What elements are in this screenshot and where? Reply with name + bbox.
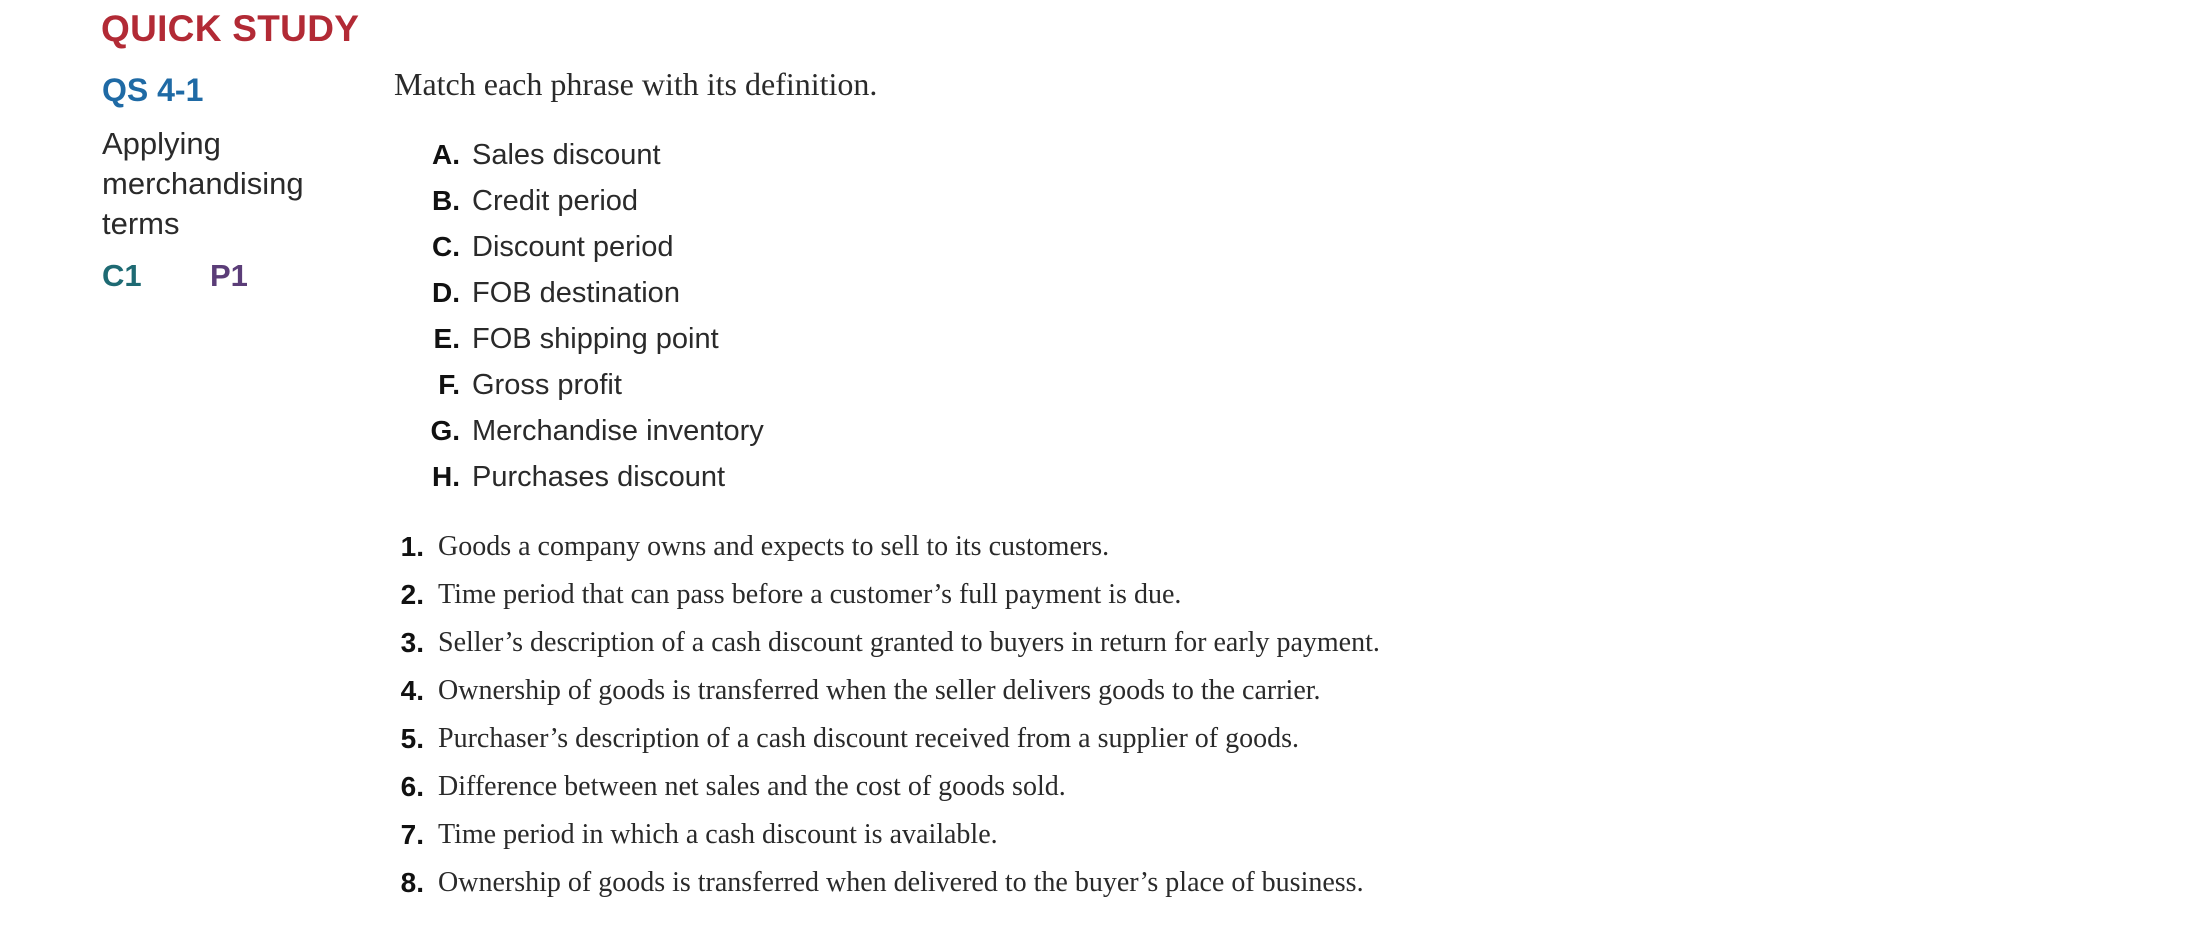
phrase-item	[420, 362, 764, 408]
definition-text: Time period in which a cash discount is available.	[438, 819, 998, 850]
phrase-text: Discount period	[472, 230, 674, 263]
definition-item	[390, 619, 1380, 667]
definition-number: 7.	[400, 819, 424, 850]
phrase-item	[420, 316, 764, 362]
definition-number: 3.	[400, 627, 424, 658]
phrase-item	[420, 408, 764, 454]
definition-item	[390, 523, 1380, 571]
phrase-letter: E.	[433, 323, 460, 354]
definition-number: 1.	[400, 531, 424, 562]
definition-text: Ownership of goods is transferred when delivered to the buyer’s place of business.	[438, 867, 1364, 898]
learning-objectives	[102, 256, 362, 296]
exercise-id: QS 4-1	[102, 72, 204, 108]
phrase-letter: F.	[438, 369, 460, 400]
definition-text: Purchaser’s description of a cash discount received from a supplier of goods.	[438, 723, 1300, 754]
phrase-item	[420, 132, 764, 178]
definition-item	[390, 667, 1380, 715]
definition-list	[390, 523, 1380, 907]
phrase-list	[420, 132, 764, 500]
section-heading: QUICK STUDY	[101, 8, 360, 49]
exercise-topic: Applying merchandising terms	[102, 126, 304, 241]
definition-number: 4.	[400, 675, 424, 706]
phrase-letter: B.	[432, 185, 460, 216]
objective-c1: C1	[102, 258, 142, 293]
definition-item	[390, 763, 1380, 811]
phrase-item	[420, 178, 764, 224]
definition-text: Difference between net sales and the cost of goods sold.	[438, 771, 1066, 802]
phrase-text: FOB destination	[472, 276, 680, 309]
phrase-letter: A.	[432, 139, 460, 170]
phrase-item	[420, 270, 764, 316]
phrase-text: FOB shipping point	[472, 322, 719, 355]
definition-text: Seller’s description of a cash discount granted to buyers in return for early payment.	[438, 627, 1380, 658]
definition-text: Ownership of goods is transferred when the seller delivers goods to the carrier.	[438, 675, 1321, 706]
phrase-item	[420, 454, 764, 500]
definition-item	[390, 715, 1380, 763]
phrase-text: Purchases discount	[472, 460, 726, 493]
phrase-text: Merchandise inventory	[472, 414, 764, 447]
phrase-text: Sales discount	[472, 138, 661, 171]
phrase-letter: C.	[432, 231, 460, 262]
objective-p1: P1	[210, 258, 248, 293]
definition-number: 5.	[400, 723, 424, 754]
phrase-item	[420, 224, 764, 270]
definition-number: 6.	[400, 771, 424, 802]
phrase-text: Credit period	[472, 184, 639, 217]
definition-number: 8.	[400, 867, 424, 898]
definition-text: Time period that can pass before a customer’s full payment is due.	[438, 579, 1182, 610]
definition-item	[390, 571, 1380, 619]
exercise-sidebar	[102, 70, 362, 296]
definition-number: 2.	[400, 579, 424, 610]
definition-item	[390, 811, 1380, 859]
phrase-letter: H.	[432, 461, 460, 492]
definition-text: Goods a company owns and expects to sell to its customers.	[438, 531, 1110, 562]
phrase-text: Gross profit	[472, 368, 622, 401]
exercise-instruction: Match each phrase with its definition.	[394, 66, 878, 102]
definition-item	[390, 859, 1380, 907]
phrase-letter: G.	[430, 415, 460, 446]
phrase-letter: D.	[432, 277, 460, 308]
